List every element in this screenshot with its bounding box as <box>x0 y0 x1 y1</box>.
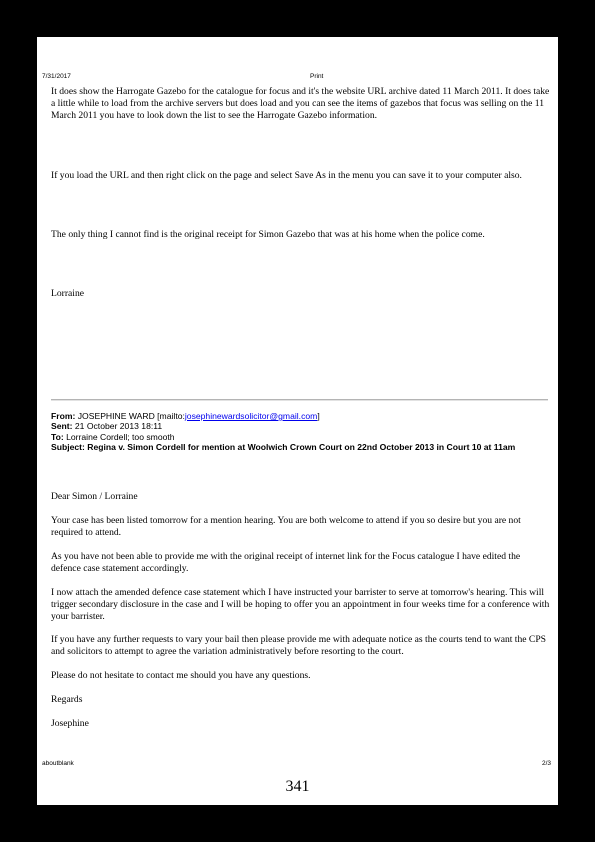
email-divider <box>51 399 548 401</box>
from-email-link[interactable]: josephinewardsolicitor@gmail.com <box>184 411 318 421</box>
email-para-5: Please do not hesitate to contact me should you have any questions. <box>51 670 311 681</box>
from-label: From: <box>51 411 76 421</box>
to-value: Lorraine Cordell; too smooth <box>66 431 175 442</box>
top-message-signoff: Lorraine <box>51 288 85 299</box>
subject-label: Subject: <box>51 442 85 453</box>
email-subject-line <box>51 442 551 452</box>
top-message-para-3: The only thing I cannot find is the original receipt for Simon Gazebo that was at his home when the police come. <box>51 229 485 240</box>
sent-label: Sent: <box>51 421 73 432</box>
print-footer-url: aboutblank <box>42 760 74 767</box>
email-header <box>51 411 551 453</box>
email-from-line <box>51 411 551 421</box>
email-to-line <box>51 432 551 442</box>
sent-value: 21 October 2013 18:11 <box>74 421 163 432</box>
from-close: ] <box>317 411 320 421</box>
print-footer-page: 2/3 <box>542 760 552 767</box>
document-page <box>37 37 558 805</box>
bundle-page-number: 341 <box>285 778 310 795</box>
email-para-2: As you have not been able to provide me with the original receipt of internet link for the Focus catalogue I have edited the defence case statement accordingly. <box>51 551 521 574</box>
from-name: JOSEPHINE WARD [mailto: <box>77 411 185 421</box>
top-message-para-2: If you load the URL and then right click on the page and select Save As in the menu you can save it to your computer also. <box>51 170 522 181</box>
email-para-4: If you have any further requests to vary your bail then please provide me with adequate notice as the courts tend to want the CPS and solicitors to attempt to agree the variation administratively before resorting to the court. <box>51 634 547 657</box>
print-title: Print <box>310 73 324 80</box>
email-para-1: Your case has been listed tomorrow for a mention hearing. You are both welcome to attend if you so desire but you are not required to attend. <box>51 515 521 538</box>
email-sent-line <box>51 421 551 431</box>
email-greeting: Dear Simon / Lorraine <box>51 491 138 502</box>
email-closing: Regards <box>51 694 83 705</box>
subject-value: Regina v. Simon Cordell for mention at Woolwich Crown Court on 22nd October 2013 in Court 10 at 11am <box>87 442 516 453</box>
email-signature: Josephine <box>51 718 89 729</box>
email-para-3: I now attach the amended defence case statement which I have instructed your barrister to serve at tomorrow's hearing. This will trigger secondary disclosure in the case and I will be hoping to offer you an appointment in four weeks time for a conference with your barrister. <box>51 587 550 622</box>
print-date: 7/31/2017 <box>42 73 71 80</box>
top-message-para-1: It does show the Harrogate Gazebo for the catalogue for focus and it's the website URL archive dated 11 March 2011. It does take a little while to load from the archive servers but does load and you can see the items of gazebos that focus was selling on the 11 March 2011 you have to look down the list to see the Harrogate Gazebo information. <box>51 86 550 121</box>
to-label: To: <box>51 431 64 442</box>
